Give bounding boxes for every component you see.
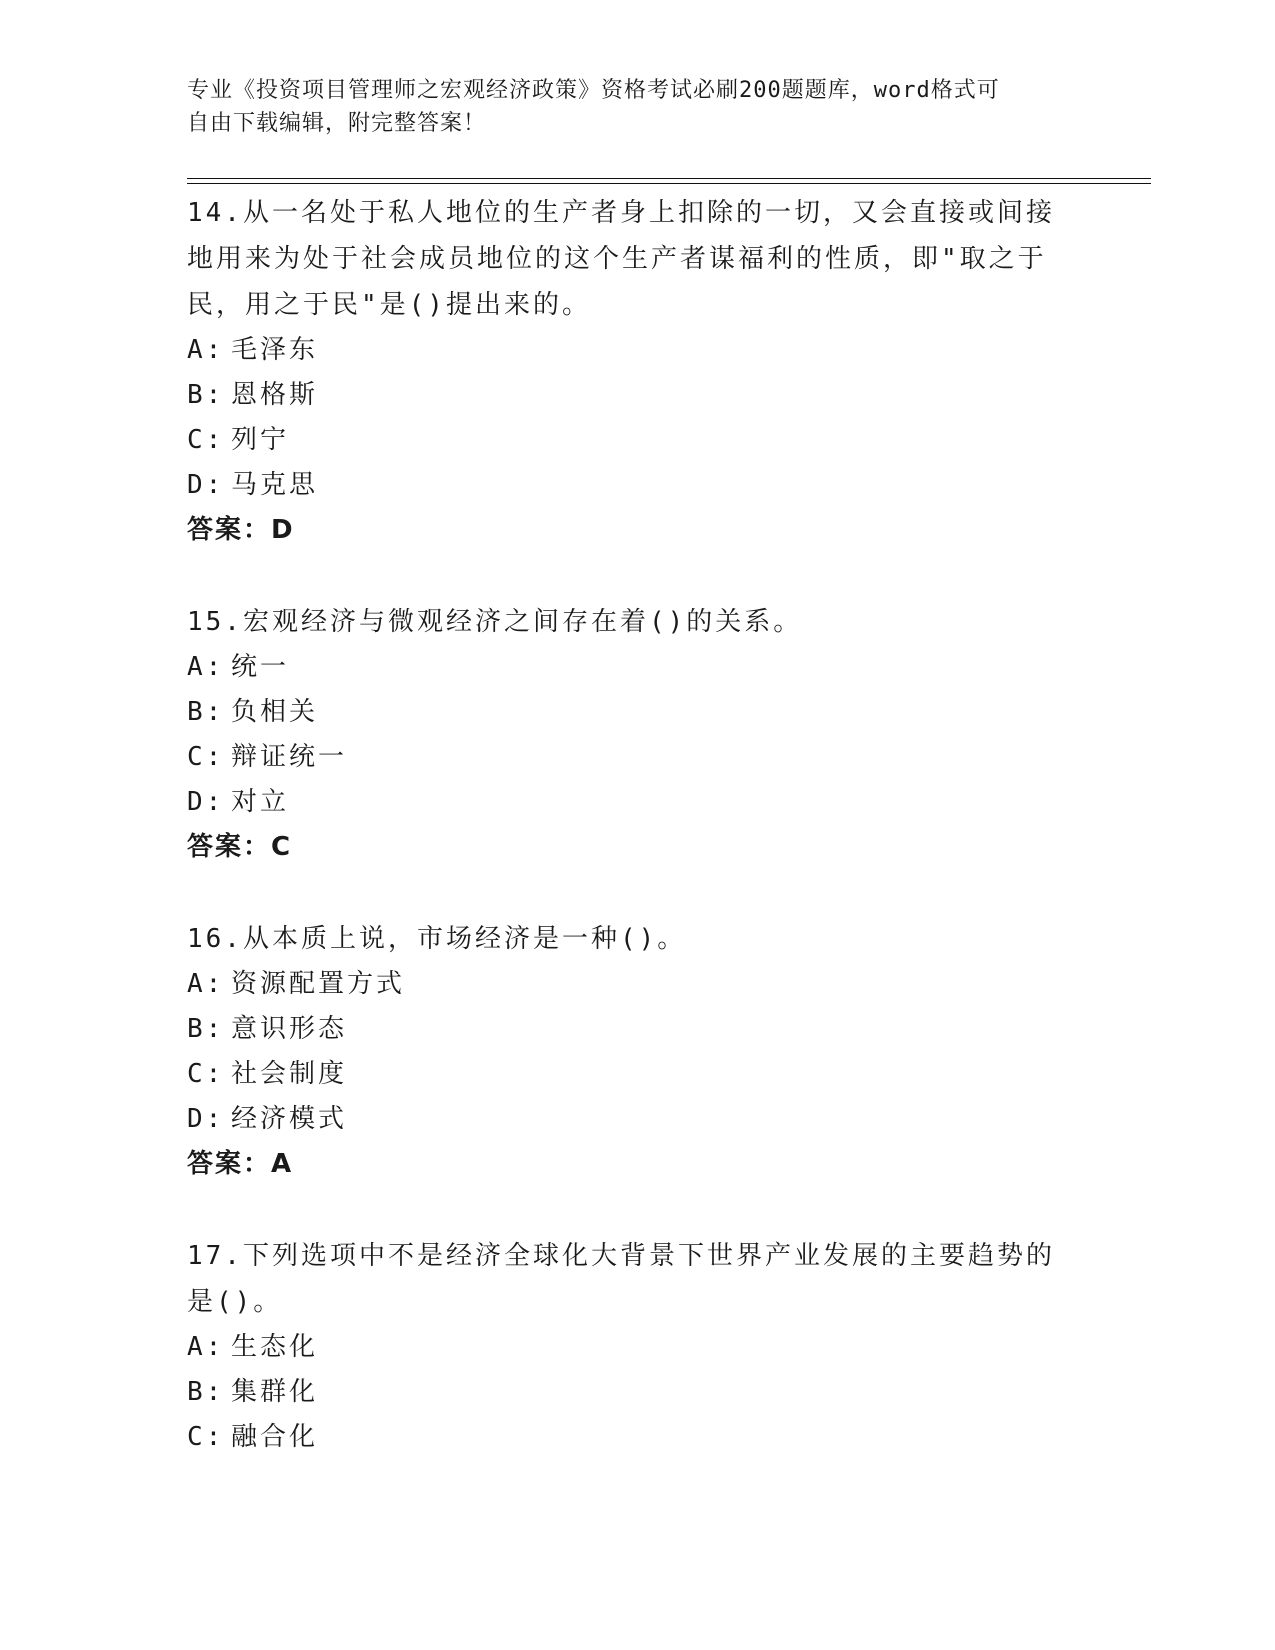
question-14: [187, 190, 1077, 553]
option-text: 恩格斯: [231, 380, 319, 410]
option-key: A:: [187, 335, 225, 365]
option-text: 马克思: [231, 470, 319, 500]
document-header: [187, 74, 1067, 140]
option-a: [187, 1325, 1077, 1370]
option-key: D:: [187, 470, 225, 500]
header-divider-bottom: [187, 183, 1151, 184]
option-key: C:: [187, 1059, 225, 1089]
question-list: [187, 190, 1077, 1506]
answer-line: 答案：D: [187, 515, 295, 545]
option-text: 辩证统一: [231, 742, 348, 772]
option-key: D:: [187, 1104, 225, 1134]
option-text: 毛泽东: [231, 335, 319, 365]
answer-line: 答案：C: [187, 832, 293, 862]
option-key: A:: [187, 969, 225, 999]
option-key: C:: [187, 425, 225, 455]
option-key: B:: [187, 1014, 225, 1044]
question-stem: 17.下列选项中不是经济全球化大背景下世界产业发展的主要趋势的是()。: [187, 1241, 1055, 1317]
option-text: 融合化: [231, 1422, 319, 1452]
option-text: 社会制度: [231, 1059, 348, 1089]
option-c: [187, 1052, 1077, 1097]
question-stem: 15.宏观经济与微观经济之间存在着()的关系。: [187, 607, 803, 637]
option-key: C:: [187, 1422, 225, 1452]
option-key: B:: [187, 380, 225, 410]
option-text: 对立: [231, 787, 290, 817]
option-text: 集群化: [231, 1377, 319, 1407]
question-15: [187, 599, 1077, 870]
option-key: A:: [187, 652, 225, 682]
option-b: [187, 690, 1077, 735]
header-divider-top: [187, 178, 1151, 179]
option-c: [187, 418, 1077, 463]
option-key: B:: [187, 697, 225, 727]
option-text: 负相关: [231, 697, 319, 727]
option-b: [187, 1370, 1077, 1415]
option-text: 统一: [231, 652, 290, 682]
option-key: A:: [187, 1332, 225, 1362]
option-a: [187, 645, 1077, 690]
header-line-1: 专业《投资项目管理师之宏观经济政策》资格考试必刷200题题库，word格式可: [187, 78, 1000, 103]
option-text: 生态化: [231, 1332, 319, 1362]
option-d: [187, 1097, 1077, 1142]
option-text: 经济模式: [231, 1104, 348, 1134]
option-a: [187, 962, 1077, 1007]
answer-line: 答案：A: [187, 1149, 294, 1179]
header-line-2: 自由下载编辑，附完整答案！: [187, 111, 487, 136]
option-text: 意识形态: [231, 1014, 348, 1044]
option-key: C:: [187, 742, 225, 772]
question-stem: 16.从本质上说，市场经济是一种()。: [187, 924, 687, 954]
option-b: [187, 373, 1077, 418]
option-c: [187, 1415, 1077, 1460]
option-key: D:: [187, 787, 225, 817]
option-d: [187, 463, 1077, 508]
option-d: [187, 780, 1077, 825]
option-b: [187, 1007, 1077, 1052]
option-text: 资源配置方式: [231, 969, 406, 999]
question-17: [187, 1233, 1077, 1460]
option-c: [187, 735, 1077, 780]
option-text: 列宁: [231, 425, 290, 455]
question-16: [187, 916, 1077, 1187]
question-stem: 14.从一名处于私人地位的生产者身上扣除的一切，又会直接或间接地用来为处于社会成员地位的这个生产者谋福利的性质，即"取之于民，用之于民"是()提出来的。: [187, 198, 1055, 320]
option-key: B:: [187, 1377, 225, 1407]
option-a: [187, 328, 1077, 373]
